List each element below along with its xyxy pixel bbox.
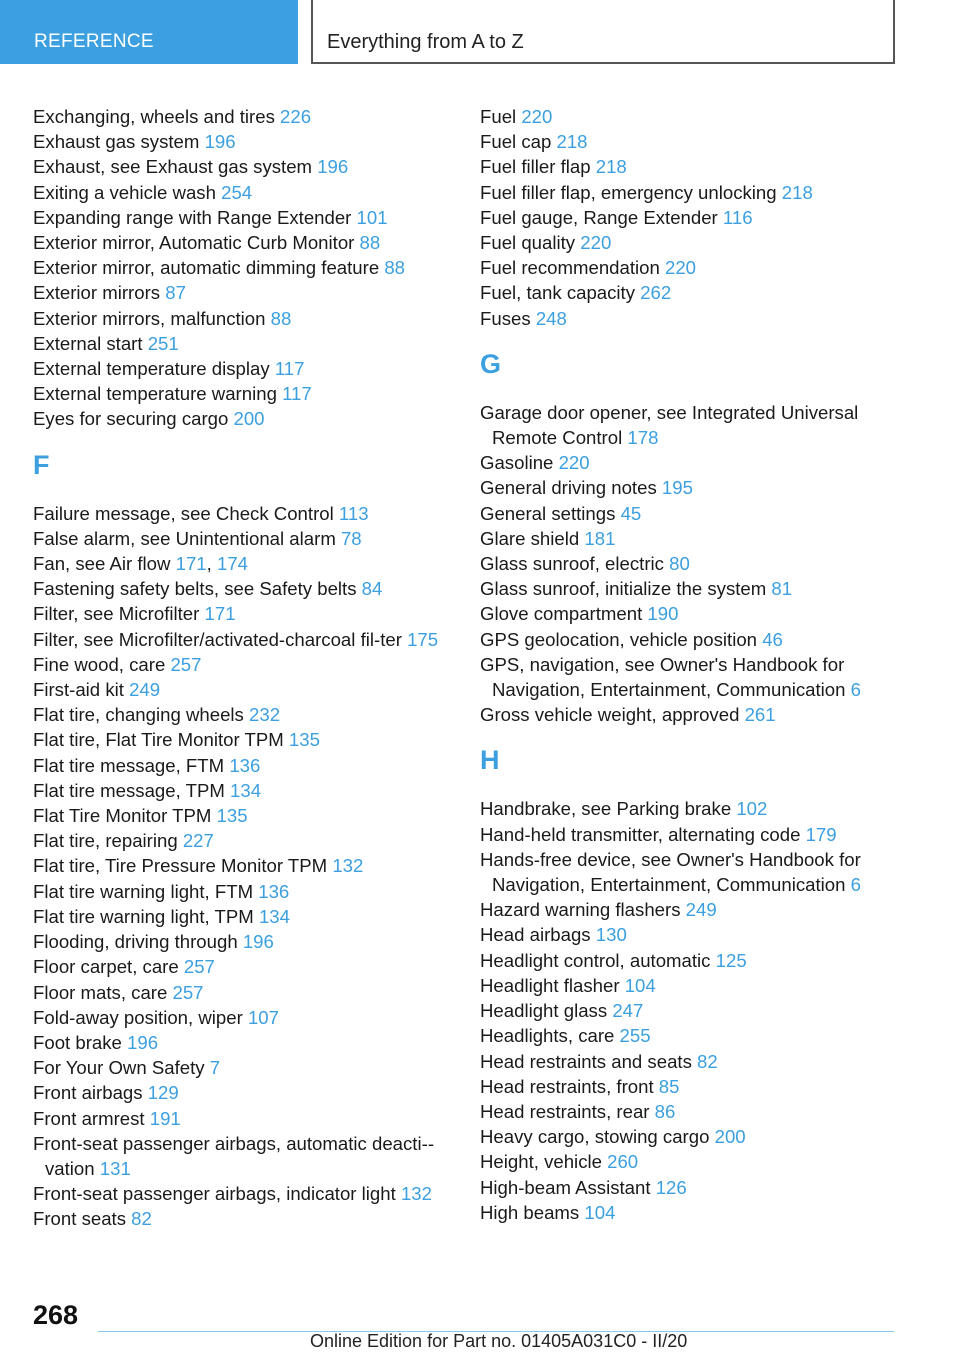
index-entry-term: Foot brake bbox=[33, 1031, 128, 1053]
page-reference-link[interactable]: 132 bbox=[332, 855, 364, 877]
index-entry bbox=[480, 922, 900, 947]
index-entry bbox=[480, 627, 900, 652]
index-entry-term: Gasoline bbox=[480, 452, 559, 474]
index-entry-term: Heavy cargo, stowing cargo bbox=[480, 1126, 715, 1148]
page-reference-link[interactable]: 104 bbox=[624, 974, 656, 996]
page-reference-link[interactable]: 261 bbox=[744, 704, 776, 726]
index-entry bbox=[33, 1181, 463, 1206]
index-entry bbox=[33, 501, 463, 526]
index-entry-term: Hand-held transmitter, alternating code bbox=[480, 823, 806, 845]
page-reference-link[interactable]: 171 bbox=[175, 553, 207, 575]
page-reference-link[interactable]: 260 bbox=[607, 1151, 639, 1173]
index-entry bbox=[33, 104, 463, 129]
index-entry-term: Glove compartment bbox=[480, 603, 648, 625]
page-reference-link[interactable]: 200 bbox=[714, 1126, 746, 1148]
index-entry-term: General driving notes bbox=[480, 477, 662, 499]
page-reference-link[interactable]: 132 bbox=[400, 1183, 432, 1205]
index-entry-term: Hands-free device, see Owner's Handbook for Navigation, Entertainment, Communication bbox=[480, 848, 861, 896]
index-entry bbox=[480, 154, 900, 179]
page-reference-link[interactable]: 196 bbox=[127, 1031, 159, 1053]
index-entry-term: Fuel gauge, Range Extender bbox=[480, 206, 723, 228]
index-entry-term: GPS geolocation, vehicle position bbox=[480, 628, 763, 650]
index-entry-term: Head restraints, front bbox=[480, 1075, 659, 1097]
index-entry bbox=[480, 180, 900, 205]
page-reference-link[interactable]: 218 bbox=[556, 131, 588, 153]
index-entry bbox=[480, 652, 900, 702]
index-entry-term: Head airbags bbox=[480, 924, 596, 946]
index-entry bbox=[33, 601, 463, 626]
index-entry-term: External temperature display bbox=[33, 358, 275, 380]
index-entry-term: Height, vehicle bbox=[480, 1151, 608, 1173]
index-entry-term: Head restraints and seats bbox=[480, 1050, 698, 1072]
index-entry-term: Flat tire message, FTM bbox=[33, 754, 230, 776]
index-entry-term: Headlights, care bbox=[480, 1025, 620, 1047]
index-entry-term: Flat tire, repairing bbox=[33, 830, 183, 852]
index-entry bbox=[480, 1124, 900, 1149]
index-entry-term: Headlight control, automatic bbox=[480, 949, 716, 971]
index-entry-term: High-beam Assistant bbox=[480, 1176, 656, 1198]
index-entry bbox=[480, 400, 900, 450]
index-entry-term: Front-seat passenger airbags, automatic deacti-vation bbox=[33, 1132, 435, 1179]
index-entry bbox=[480, 255, 900, 280]
page-reference-link[interactable]: 88 bbox=[384, 257, 406, 279]
index-entry bbox=[480, 129, 900, 154]
index-entry bbox=[33, 1206, 463, 1231]
index-entry-term: Front-seat passenger airbags, indicator light bbox=[33, 1183, 401, 1205]
index-entry-term: Flat tire, Flat Tire Monitor TPM bbox=[33, 729, 289, 751]
index-entry bbox=[480, 1149, 900, 1174]
index-entry-term: Glass sunroof, electric bbox=[480, 553, 670, 575]
page-reference-link[interactable]: 107 bbox=[247, 1006, 279, 1028]
page-reference-link[interactable]: 171 bbox=[204, 603, 236, 625]
page-reference-link[interactable]: 181 bbox=[584, 527, 616, 549]
index-entry-term: Head restraints, rear bbox=[480, 1100, 655, 1122]
index-entry-term: High beams bbox=[480, 1201, 585, 1223]
index-entry bbox=[480, 450, 900, 475]
page-reference-link[interactable]: 255 bbox=[619, 1025, 651, 1047]
index-entry bbox=[33, 1106, 463, 1131]
index-entry bbox=[480, 897, 900, 922]
index-entry bbox=[33, 727, 463, 752]
page-reference-link[interactable]: 117 bbox=[274, 358, 305, 380]
index-entry-term: Flat tire warning light, FTM bbox=[33, 880, 259, 902]
page-reference-link[interactable]: 178 bbox=[627, 427, 659, 449]
index-column-left bbox=[33, 104, 463, 1232]
index-entry bbox=[33, 381, 463, 406]
page-reference-link[interactable]: 102 bbox=[736, 798, 768, 820]
index-entry bbox=[33, 356, 463, 381]
page-reference-link[interactable]: 232 bbox=[249, 704, 281, 726]
index-entry bbox=[33, 331, 463, 356]
index-entry-term: Headlight flasher bbox=[480, 974, 625, 996]
page-reference-link[interactable]: 175 bbox=[407, 628, 439, 650]
index-entry-term: First-aid kit bbox=[33, 679, 130, 701]
index-entry bbox=[33, 904, 463, 929]
index-entry-term: Flat Tire Monitor TPM bbox=[33, 805, 217, 827]
index-entry bbox=[33, 828, 463, 853]
page-number: 268 bbox=[33, 1300, 79, 1330]
page-reference-link[interactable]: 6 bbox=[850, 874, 861, 896]
page-reference-link[interactable]: 126 bbox=[655, 1176, 687, 1198]
index-entry bbox=[480, 822, 900, 847]
page-reference-link[interactable]: 87 bbox=[165, 282, 186, 304]
page-reference-link[interactable]: 257 bbox=[172, 981, 204, 1003]
index-entry bbox=[480, 306, 900, 331]
page-reference-link[interactable]: 129 bbox=[147, 1082, 179, 1104]
index-entry bbox=[480, 230, 900, 255]
index-entry bbox=[33, 306, 463, 331]
section-tab bbox=[0, 0, 298, 64]
section-label: REFERENCE bbox=[34, 31, 154, 52]
page-reference-link[interactable]: 6 bbox=[850, 679, 861, 701]
page-reference-link[interactable]: 81 bbox=[771, 578, 793, 600]
index-entry-term: Exterior mirrors, malfunction bbox=[33, 307, 271, 329]
page-reference-link[interactable]: 46 bbox=[762, 628, 783, 650]
page-reference-link[interactable]: 135 bbox=[216, 805, 248, 827]
index-entry bbox=[33, 406, 463, 431]
index-column-right bbox=[480, 104, 900, 1225]
index-entry bbox=[480, 998, 900, 1023]
page-reference-link[interactable]: 86 bbox=[654, 1100, 676, 1122]
index-entry bbox=[33, 255, 463, 280]
page-reference-link[interactable]: 88 bbox=[359, 232, 381, 254]
index-entry bbox=[33, 627, 463, 652]
index-entry-term: General settings bbox=[480, 502, 621, 524]
page-reference-link[interactable]: 196 bbox=[204, 131, 236, 153]
index-entry-term: Glass sunroof, initialize the system bbox=[480, 578, 772, 600]
index-entry-term: Front seats bbox=[33, 1208, 132, 1230]
index-entry-term: Fuel recommendation bbox=[480, 257, 665, 279]
index-entry bbox=[33, 1030, 463, 1055]
page-reference-link[interactable]: 262 bbox=[640, 282, 672, 304]
index-entry-term: Fold-away position, wiper bbox=[33, 1006, 248, 1028]
index-entry-term: Flat tire, changing wheels bbox=[33, 704, 250, 726]
page-reference-link[interactable]: 220 bbox=[580, 232, 612, 254]
index-section-letter: H bbox=[480, 745, 500, 776]
index-entry-term: Exterior mirror, Automatic Curb Monitor bbox=[33, 232, 360, 254]
index-entry bbox=[33, 1131, 463, 1181]
index-entry bbox=[33, 205, 463, 230]
index-entry bbox=[33, 1055, 463, 1080]
index-entry-term: Exterior mirror, automatic dimming feature bbox=[33, 257, 385, 279]
page-reference-link[interactable]: 190 bbox=[647, 603, 679, 625]
page-reference-link[interactable]: 134 bbox=[230, 779, 262, 801]
page-reference-link[interactable]: 125 bbox=[715, 949, 747, 971]
index-entry bbox=[33, 280, 463, 305]
index-entry bbox=[480, 526, 900, 551]
index-entry-term: Expanding range with Range Extender bbox=[33, 206, 357, 228]
page-reference-link[interactable]: 117 bbox=[282, 383, 312, 405]
index-entry-term: Exterior mirrors bbox=[33, 282, 166, 304]
index-entry bbox=[33, 576, 463, 601]
page-reference-link[interactable]: 179 bbox=[805, 823, 837, 845]
page-reference-link[interactable]: 136 bbox=[229, 754, 261, 776]
index-entry-term: Fuel cap bbox=[480, 131, 557, 153]
index-entry-term: Fine wood, care bbox=[33, 653, 171, 675]
index-entry bbox=[480, 796, 900, 821]
index-entry-term: Exhaust, see Exhaust gas system bbox=[33, 156, 318, 178]
page-reference-link[interactable]: 84 bbox=[361, 578, 383, 600]
index-entry bbox=[33, 652, 463, 677]
index-entry-term: Flat tire message, TPM bbox=[33, 779, 231, 801]
page-reference-link[interactable]: 195 bbox=[661, 477, 693, 499]
index-entry-term: For Your Own Safety bbox=[33, 1057, 210, 1079]
index-entry bbox=[480, 1200, 900, 1225]
index-entry bbox=[480, 104, 900, 129]
index-entry bbox=[33, 1080, 463, 1105]
index-entry-term: GPS, navigation, see Owner's Handbook for Navigation, Entertainment, Communication bbox=[480, 653, 851, 701]
page-reference-link[interactable]: 85 bbox=[658, 1075, 680, 1097]
index-entry bbox=[33, 753, 463, 778]
page-reference-link[interactable]: 136 bbox=[258, 880, 290, 902]
page-reference-link[interactable]: 247 bbox=[612, 1000, 644, 1022]
page-reference-link[interactable]: 82 bbox=[131, 1208, 152, 1230]
chapter-title: Everything from A to Z bbox=[327, 31, 524, 53]
index-entry-term: Front airbags bbox=[33, 1082, 148, 1104]
page-reference-link[interactable]: 80 bbox=[669, 553, 690, 575]
index-entry bbox=[33, 230, 463, 255]
page-reference-link[interactable]: 130 bbox=[595, 924, 627, 946]
index-entry-term: Fuel bbox=[480, 106, 522, 127]
index-entry-term: Filter, see Microfilter/activated-charcoal fil-ter bbox=[33, 628, 408, 650]
index-entry bbox=[480, 847, 900, 897]
page-reference-link[interactable]: 220 bbox=[521, 106, 553, 127]
page-reference-link[interactable]: 254 bbox=[221, 181, 253, 203]
index-entry bbox=[480, 948, 900, 973]
index-entry bbox=[480, 1023, 900, 1048]
index-entry-term: False alarm, see Unintentional alarm bbox=[33, 527, 341, 549]
index-entry bbox=[33, 954, 463, 979]
chapter-title-box bbox=[311, 0, 895, 64]
index-entry-term: Fuel filler flap bbox=[480, 156, 596, 178]
index-entry-term: Fuses bbox=[480, 307, 536, 329]
index-entry bbox=[480, 1074, 900, 1099]
page-reference-link[interactable]: 251 bbox=[147, 332, 179, 354]
index-entry-term: External start bbox=[33, 332, 148, 354]
index-entry-term: Filter, see Microfilter bbox=[33, 603, 205, 625]
index-entry bbox=[33, 129, 463, 154]
page-reference-link[interactable]: 82 bbox=[697, 1050, 718, 1072]
index-entry-term: Fuel quality bbox=[480, 232, 581, 254]
page-reference-link[interactable]: 101 bbox=[356, 206, 388, 228]
index-entry bbox=[480, 501, 900, 526]
index-entry-term: Fuel, tank capacity bbox=[480, 282, 641, 304]
page-reference-link[interactable]: 220 bbox=[665, 257, 697, 279]
index-entry-term: External temperature warning bbox=[33, 383, 283, 405]
index-entry bbox=[480, 601, 900, 626]
index-entry-term: Garage door opener, see Integrated Universal Remote Control bbox=[480, 401, 859, 449]
index-entry-term: Gross vehicle weight, approved bbox=[480, 704, 745, 726]
index-entry bbox=[480, 205, 900, 230]
index-entry bbox=[33, 154, 463, 179]
page-reference-link[interactable]: 116 bbox=[722, 206, 753, 228]
index-entry bbox=[480, 280, 900, 305]
index-entry bbox=[33, 180, 463, 205]
index-entry-term: Flat tire, Tire Pressure Monitor TPM bbox=[33, 855, 333, 877]
page-reference-link[interactable]: 196 bbox=[242, 931, 274, 953]
page-reference-link[interactable]: 226 bbox=[280, 106, 312, 127]
page-reference-link[interactable]: 113 bbox=[338, 502, 369, 524]
index-entry bbox=[33, 1005, 463, 1030]
index-entry bbox=[33, 853, 463, 878]
page-reference-link[interactable]: 218 bbox=[781, 181, 813, 203]
index-entry bbox=[480, 1175, 900, 1200]
page-reference-link[interactable]: 196 bbox=[317, 156, 349, 178]
page-reference-link[interactable]: 104 bbox=[584, 1201, 616, 1223]
page-reference-link[interactable]: 78 bbox=[340, 527, 362, 549]
index-entry-term: Fastening safety belts, see Safety belts bbox=[33, 578, 362, 600]
index-entry bbox=[480, 973, 900, 998]
page-reference-link[interactable]: 249 bbox=[129, 679, 161, 701]
index-entry bbox=[480, 1049, 900, 1074]
page-reference-link[interactable]: 257 bbox=[183, 956, 215, 978]
index-section-letter: G bbox=[480, 348, 502, 379]
index-entry-term: Exhaust gas system bbox=[33, 131, 205, 153]
page-reference-link[interactable]: 191 bbox=[149, 1107, 181, 1129]
index-entry-term: Front armrest bbox=[33, 1107, 150, 1129]
page-reference-link[interactable]: 249 bbox=[685, 899, 717, 921]
index-entry bbox=[480, 475, 900, 500]
index-entry-term: Flat tire warning light, TPM bbox=[33, 905, 259, 927]
index-entry bbox=[33, 677, 463, 702]
index-entry-term: Floor mats, care bbox=[33, 981, 173, 1003]
page-reference-link[interactable]: 220 bbox=[558, 452, 590, 474]
page-reference-link[interactable]: 227 bbox=[182, 830, 214, 852]
index-entry-term: Glare shield bbox=[480, 527, 585, 549]
footer-edition: Online Edition for Part no. 01405A031C0 - II/20 bbox=[310, 1331, 688, 1351]
index-entry bbox=[33, 778, 463, 803]
index-entry bbox=[33, 526, 463, 551]
index-entry-term: Floor carpet, care bbox=[33, 956, 184, 978]
index-entry-term: Exchanging, wheels and tires bbox=[33, 106, 281, 127]
index-entry bbox=[480, 1099, 900, 1124]
index-section-letter: F bbox=[33, 449, 50, 480]
page-reference-link[interactable]: 88 bbox=[270, 307, 292, 329]
page-reference-link[interactable]: 7 bbox=[209, 1057, 221, 1079]
page-reference-link[interactable]: 134 bbox=[258, 905, 290, 927]
index-entry bbox=[33, 929, 463, 954]
index-entry bbox=[33, 980, 463, 1005]
index-entry bbox=[480, 576, 900, 601]
page-reference-link[interactable]: 200 bbox=[233, 408, 265, 430]
index-entry-term: Eyes for securing cargo bbox=[33, 408, 234, 430]
index-entry-term: Exiting a vehicle wash bbox=[33, 181, 222, 203]
page-reference-link[interactable]: 174 bbox=[217, 553, 249, 575]
page-reference-link[interactable]: 131 bbox=[99, 1157, 131, 1179]
index-entry bbox=[33, 803, 463, 828]
page-reference-link[interactable]: 257 bbox=[170, 653, 202, 675]
index-entry-term: Hazard warning flashers bbox=[480, 899, 686, 921]
index-entry-term: Fan, see Air flow bbox=[33, 553, 176, 575]
index-entry bbox=[33, 702, 463, 727]
index-entry-term: Handbrake, see Parking brake bbox=[480, 798, 737, 820]
page-reference-link[interactable]: 135 bbox=[288, 729, 320, 751]
index-entry bbox=[480, 551, 900, 576]
page-reference-link[interactable]: 45 bbox=[620, 502, 642, 524]
index-entry: Fan, see Air flow 171, 174 bbox=[33, 553, 249, 575]
page-reference-link[interactable]: 248 bbox=[535, 307, 567, 329]
index-entry-term: Failure message, see Check Control bbox=[33, 502, 339, 524]
index-entry-term: Flooding, driving through bbox=[33, 931, 243, 953]
index-entry-term: Headlight glass bbox=[480, 1000, 613, 1022]
index-entry bbox=[33, 879, 463, 904]
index-entry-term: Fuel filler flap, emergency unlocking bbox=[480, 181, 782, 203]
index-entry bbox=[480, 702, 900, 727]
page-reference-link[interactable]: 218 bbox=[595, 156, 627, 178]
